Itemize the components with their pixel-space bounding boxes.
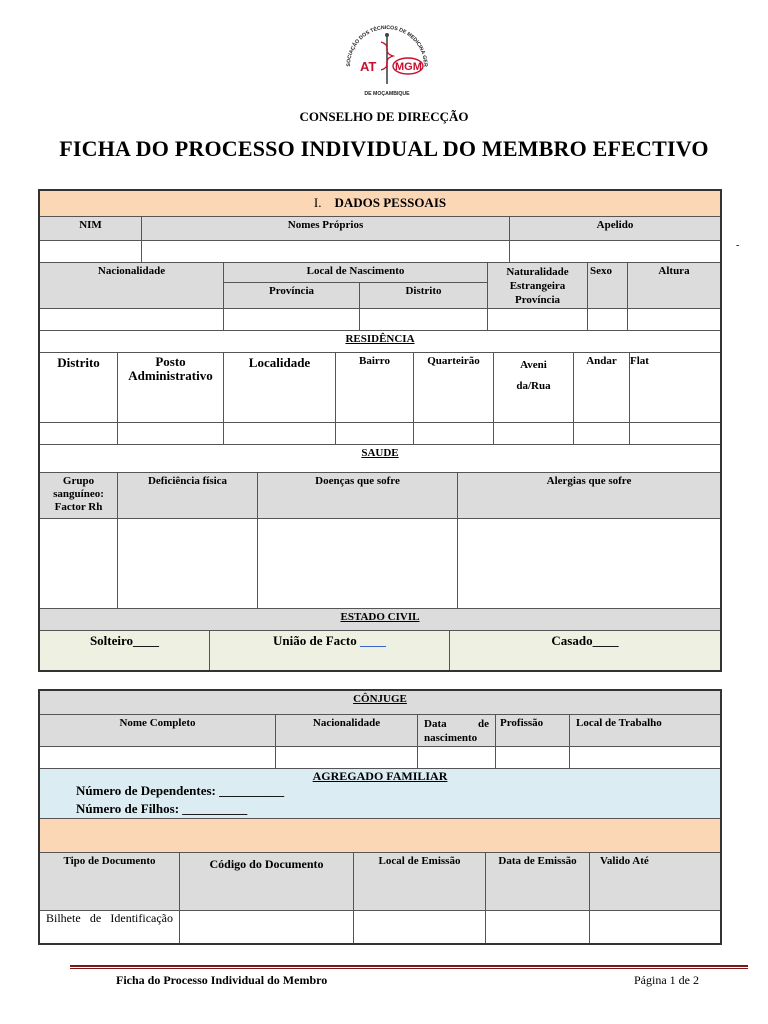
atmgm-logo [340,22,434,98]
doencas-label: Doenças que sofre [258,473,458,519]
council-heading: CONSELHO DE DIRECÇÃO [299,109,469,124]
res-bairro-label: Bairro [336,353,414,423]
conjuge-nacionalidade-label: Nacionalidade [276,715,418,747]
res-posto-field[interactable] [118,423,224,445]
doencas-field[interactable] [258,519,458,609]
apelido-label: Apelido [510,217,720,241]
section-heading-estado-civil: ESTADO CIVIL [40,609,720,631]
nomes-proprios-field[interactable] [142,241,510,263]
conjuge-data-label: Data de nascimento [418,715,496,747]
caduceus-icon [381,33,393,84]
doc-tipo-label: Tipo de Documento [40,853,180,911]
deficiencia-label: Deficiência física [118,473,258,519]
nim-field[interactable] [40,241,142,263]
documents-heading-band [40,819,720,853]
footer-document-name: Ficha do Processo Individual do Membro [116,973,328,987]
casado-option[interactable]: Casado____ [450,631,720,670]
section-heading-agregado: AGREGADO FAMILIAR [312,769,448,783]
logo-mgm: MGM [395,61,422,73]
altura-field[interactable] [628,309,720,331]
doc-codigo-label: Código do Documento [180,853,354,911]
section-heading-saude: SAUDE [40,445,720,473]
numero-dependentes[interactable]: Número de Dependentes: __________ [76,783,285,798]
doc-data-field[interactable] [486,911,590,943]
local-nascimento-label: Local de Nascimento [224,263,488,283]
section-heading-residencia: RESIDÊNCIA [40,331,720,353]
res-posto-label: Posto Administrativo [118,353,224,423]
conjuge-local-trabalho-label: Local de Trabalho [570,715,720,747]
numero-filhos[interactable]: Número de Filhos: __________ [76,801,248,816]
res-distrito-field[interactable] [40,423,118,445]
deficiencia-field[interactable] [118,519,258,609]
side-mark: - [736,240,740,251]
conjuge-data-field[interactable] [418,747,496,769]
conjuge-profissao-label: Profissão [496,715,570,747]
conjuge-nome-field[interactable] [40,747,276,769]
section-heading-dados-pessoais: I. DADOS PESSOAIS [40,191,720,217]
doc-valido-label: Valido Até [590,853,720,911]
res-distrito-label: Distrito [40,353,118,423]
res-andar-label: Andar [574,353,630,423]
nacionalidade-label: Nacionalidade [40,263,224,309]
footer-divider [70,965,748,967]
sexo-label: Sexo [588,263,628,309]
footer-page-number: Página 1 de 2 [634,973,699,987]
doc-data-label: Data de Emissão [486,853,590,911]
grupo-sanguineo-field[interactable] [40,519,118,609]
grupo-sanguineo-label: Grupo sanguíneo: Factor Rh [40,473,118,519]
nim-label: NIM [40,217,142,241]
doc-local-field[interactable] [354,911,486,943]
doc-bilhete-identificacao: Bilhete de Identificação [40,911,180,943]
spouse-family-box [38,689,722,945]
logo-bottom-text: DE MOÇAMBIQUE [364,91,410,97]
logo-at: AT [360,59,377,74]
alergias-field[interactable] [458,519,720,609]
conjuge-nacionalidade-field[interactable] [276,747,418,769]
res-flat-field[interactable] [630,423,720,445]
alergias-label: Alergias que sofre [458,473,720,519]
res-localidade-field[interactable] [224,423,336,445]
distrito-label: Distrito [360,283,488,309]
logo-arc-text: SOCIAÇÃO DOS TÉCNICOS DE MEDICINA GER [345,24,429,67]
provincia-field[interactable] [224,309,360,331]
nomes-proprios-label: Nomes Próprios [142,217,510,241]
doc-local-label: Local de Emissão [354,853,486,911]
res-andar-field[interactable] [574,423,630,445]
res-avenida-field[interactable] [494,423,574,445]
distrito-field[interactable] [360,309,488,331]
res-flat-label: Flat [630,353,720,423]
provincia-label: Província [224,283,360,309]
naturalidade-field[interactable] [488,309,588,331]
nacionalidade-field[interactable] [40,309,224,331]
page-title: FICHA DO PROCESSO INDIVIDUAL DO MEMBRO EFECTIVO [59,136,709,161]
altura-label: Altura [628,263,720,309]
res-localidade-label: Localidade [224,353,336,423]
footer-divider-thin [70,968,748,969]
doc-codigo-field[interactable] [180,911,354,943]
res-bairro-field[interactable] [336,423,414,445]
personal-data-box [38,189,722,672]
res-avenida-label: Aveni da/Rua [494,353,574,423]
conjuge-profissao-field[interactable] [496,747,570,769]
uniao-facto-option[interactable]: União de Facto ____ [210,631,450,670]
res-quarteirao-field[interactable] [414,423,494,445]
conjuge-local-trabalho-field[interactable] [570,747,720,769]
sexo-field[interactable] [588,309,628,331]
conjuge-nome-label: Nome Completo [40,715,276,747]
agregado-familiar-panel [40,769,720,819]
apelido-field[interactable] [510,241,720,263]
section-heading-conjuge: CÔNJUGE [40,691,720,715]
naturalidade-label: Naturalidade Estrangeira Província [488,263,588,309]
res-quarteirao-label: Quarteirão [414,353,494,423]
solteiro-option[interactable]: Solteiro____ [40,631,210,670]
doc-valido-field[interactable] [590,911,720,943]
